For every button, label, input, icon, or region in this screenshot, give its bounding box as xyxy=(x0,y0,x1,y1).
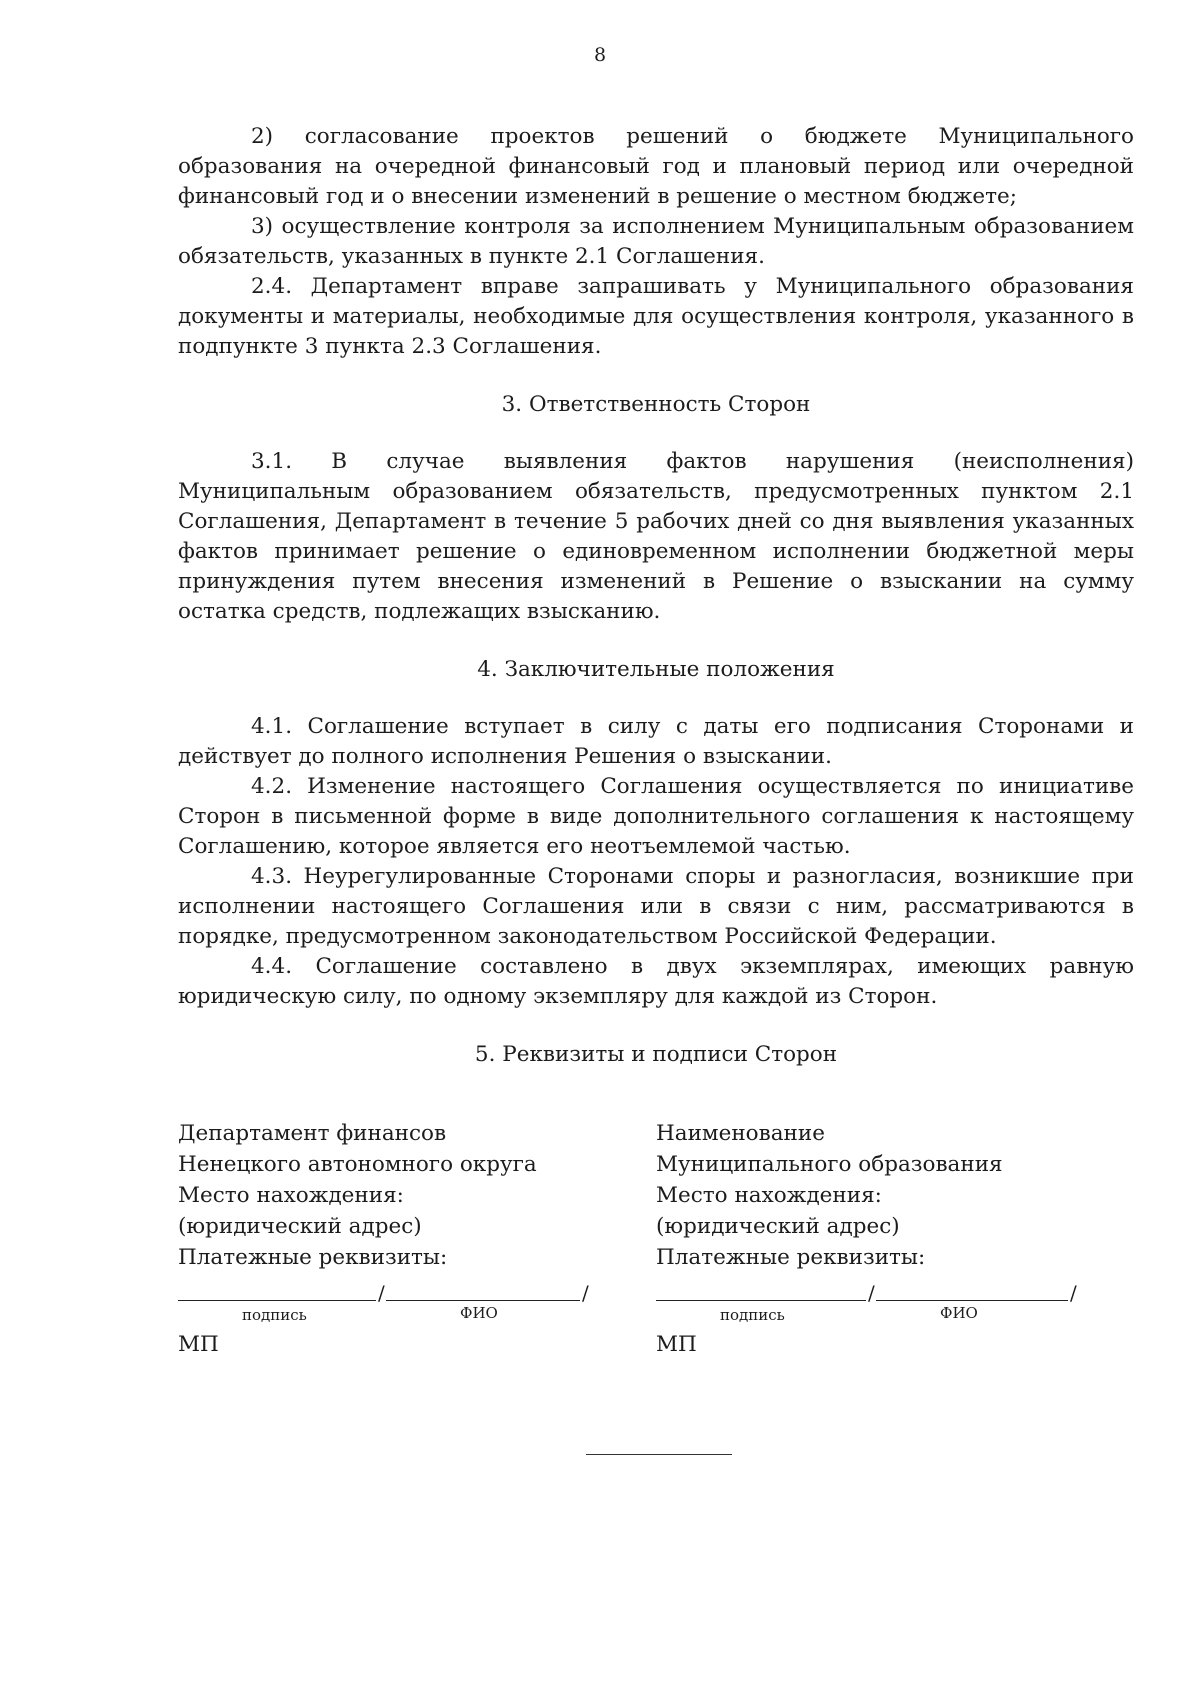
document-body xyxy=(178,122,1134,1070)
right-signature-caption: подпись xyxy=(720,1306,785,1324)
requisites-left-line: Платежные реквизиты: xyxy=(178,1245,448,1270)
left-signature-line xyxy=(178,1300,376,1301)
requisites-right-line: Платежные реквизиты: xyxy=(656,1245,926,1270)
requisites-right-line: (юридический адрес) xyxy=(656,1214,900,1239)
left-name-line xyxy=(386,1300,580,1301)
right-signature-slash: / xyxy=(868,1281,875,1305)
requisites-left-line: Место нахождения: xyxy=(178,1183,404,1208)
requisites-right xyxy=(656,1118,1003,1273)
left-name-slash: / xyxy=(582,1281,589,1305)
left-signature-caption: подпись xyxy=(242,1306,307,1324)
paragraph-2-4: 2.4. Департамент вправе запрашивать у Муниципального образования документы и материалы, необходимые для осуществления контроля, указанного в подпункте 3 пункта 2.3 Соглашения. xyxy=(178,274,1134,359)
right-name-caption: ФИО xyxy=(940,1304,978,1322)
requisites-right-line: Место нахождения: xyxy=(656,1183,882,1208)
requisites-left xyxy=(178,1118,537,1273)
paragraph-2-3-item-2: 2) согласование проектов решений о бюджете Муниципального образования на очередной финансовый год и плановый период или очередной финансовый год и о внесении изменений в решение о местном бюджете; xyxy=(178,124,1134,209)
requisites-right-line: Наименование xyxy=(656,1121,825,1146)
requisites-left-line: Ненецкого автономного округа xyxy=(178,1152,537,1177)
paragraph-4-1: 4.1. Соглашение вступает в силу с даты его подписания Сторонами и действует до полного исполнения Решения о взыскании. xyxy=(178,714,1134,769)
requisites-left-line: (юридический адрес) xyxy=(178,1214,422,1239)
requisites-right-line: Муниципального образования xyxy=(656,1152,1003,1177)
page-number: 8 xyxy=(593,44,607,66)
paragraph-2-3-item-3: 3) осуществление контроля за исполнением Муниципальным образованием обязательств, указанных в пункте 2.1 Соглашения. xyxy=(178,214,1134,269)
end-of-document-rule xyxy=(586,1454,732,1455)
paragraph-4-2: 4.2. Изменение настоящего Соглашения осуществляется по инициативе Сторон в письменной форме в виде дополнительного соглашения к настоящему Соглашению, которое является его неотъемлемой частью. xyxy=(178,774,1134,859)
requisites-left-line: Департамент финансов xyxy=(178,1121,447,1146)
left-seal-mark: МП xyxy=(178,1332,219,1357)
right-seal-mark: МП xyxy=(656,1332,697,1357)
section-4-title: 4. Заключительные положения xyxy=(477,657,835,682)
section-3-title: 3. Ответственность Сторон xyxy=(501,392,811,417)
right-name-slash: / xyxy=(1070,1281,1077,1305)
left-signature-slash: / xyxy=(378,1281,385,1305)
paragraph-4-4: 4.4. Соглашение составлено в двух экземплярах, имеющих равную юридическую силу, по одному экземпляру для каждой из Сторон. xyxy=(178,954,1134,1009)
section-5-title: 5. Реквизиты и подписи Сторон xyxy=(474,1042,838,1067)
right-signature-line xyxy=(656,1300,866,1301)
paragraph-3-1: 3.1. В случае выявления фактов нарушения (неисполнения) Муниципальным образованием обязательств, предусмотренных пунктом 2.1 Соглашения, Департамент в течение 5 рабочих дней со дня выявления указанных фактов принимает решение о единовременном исполнении бюджетной меры принуждения путем внесения изменений в Решение о взыскании на сумму остатка средств, подлежащих взысканию. xyxy=(178,449,1134,624)
left-name-caption: ФИО xyxy=(460,1304,498,1322)
paragraph-4-3: 4.3. Неурегулированные Сторонами споры и разногласия, возникшие при исполнении настоящего Соглашения или в связи с ним, рассматриваются в порядке, предусмотренном законодательством Российской Федерации. xyxy=(178,864,1134,949)
right-name-line xyxy=(876,1300,1068,1301)
